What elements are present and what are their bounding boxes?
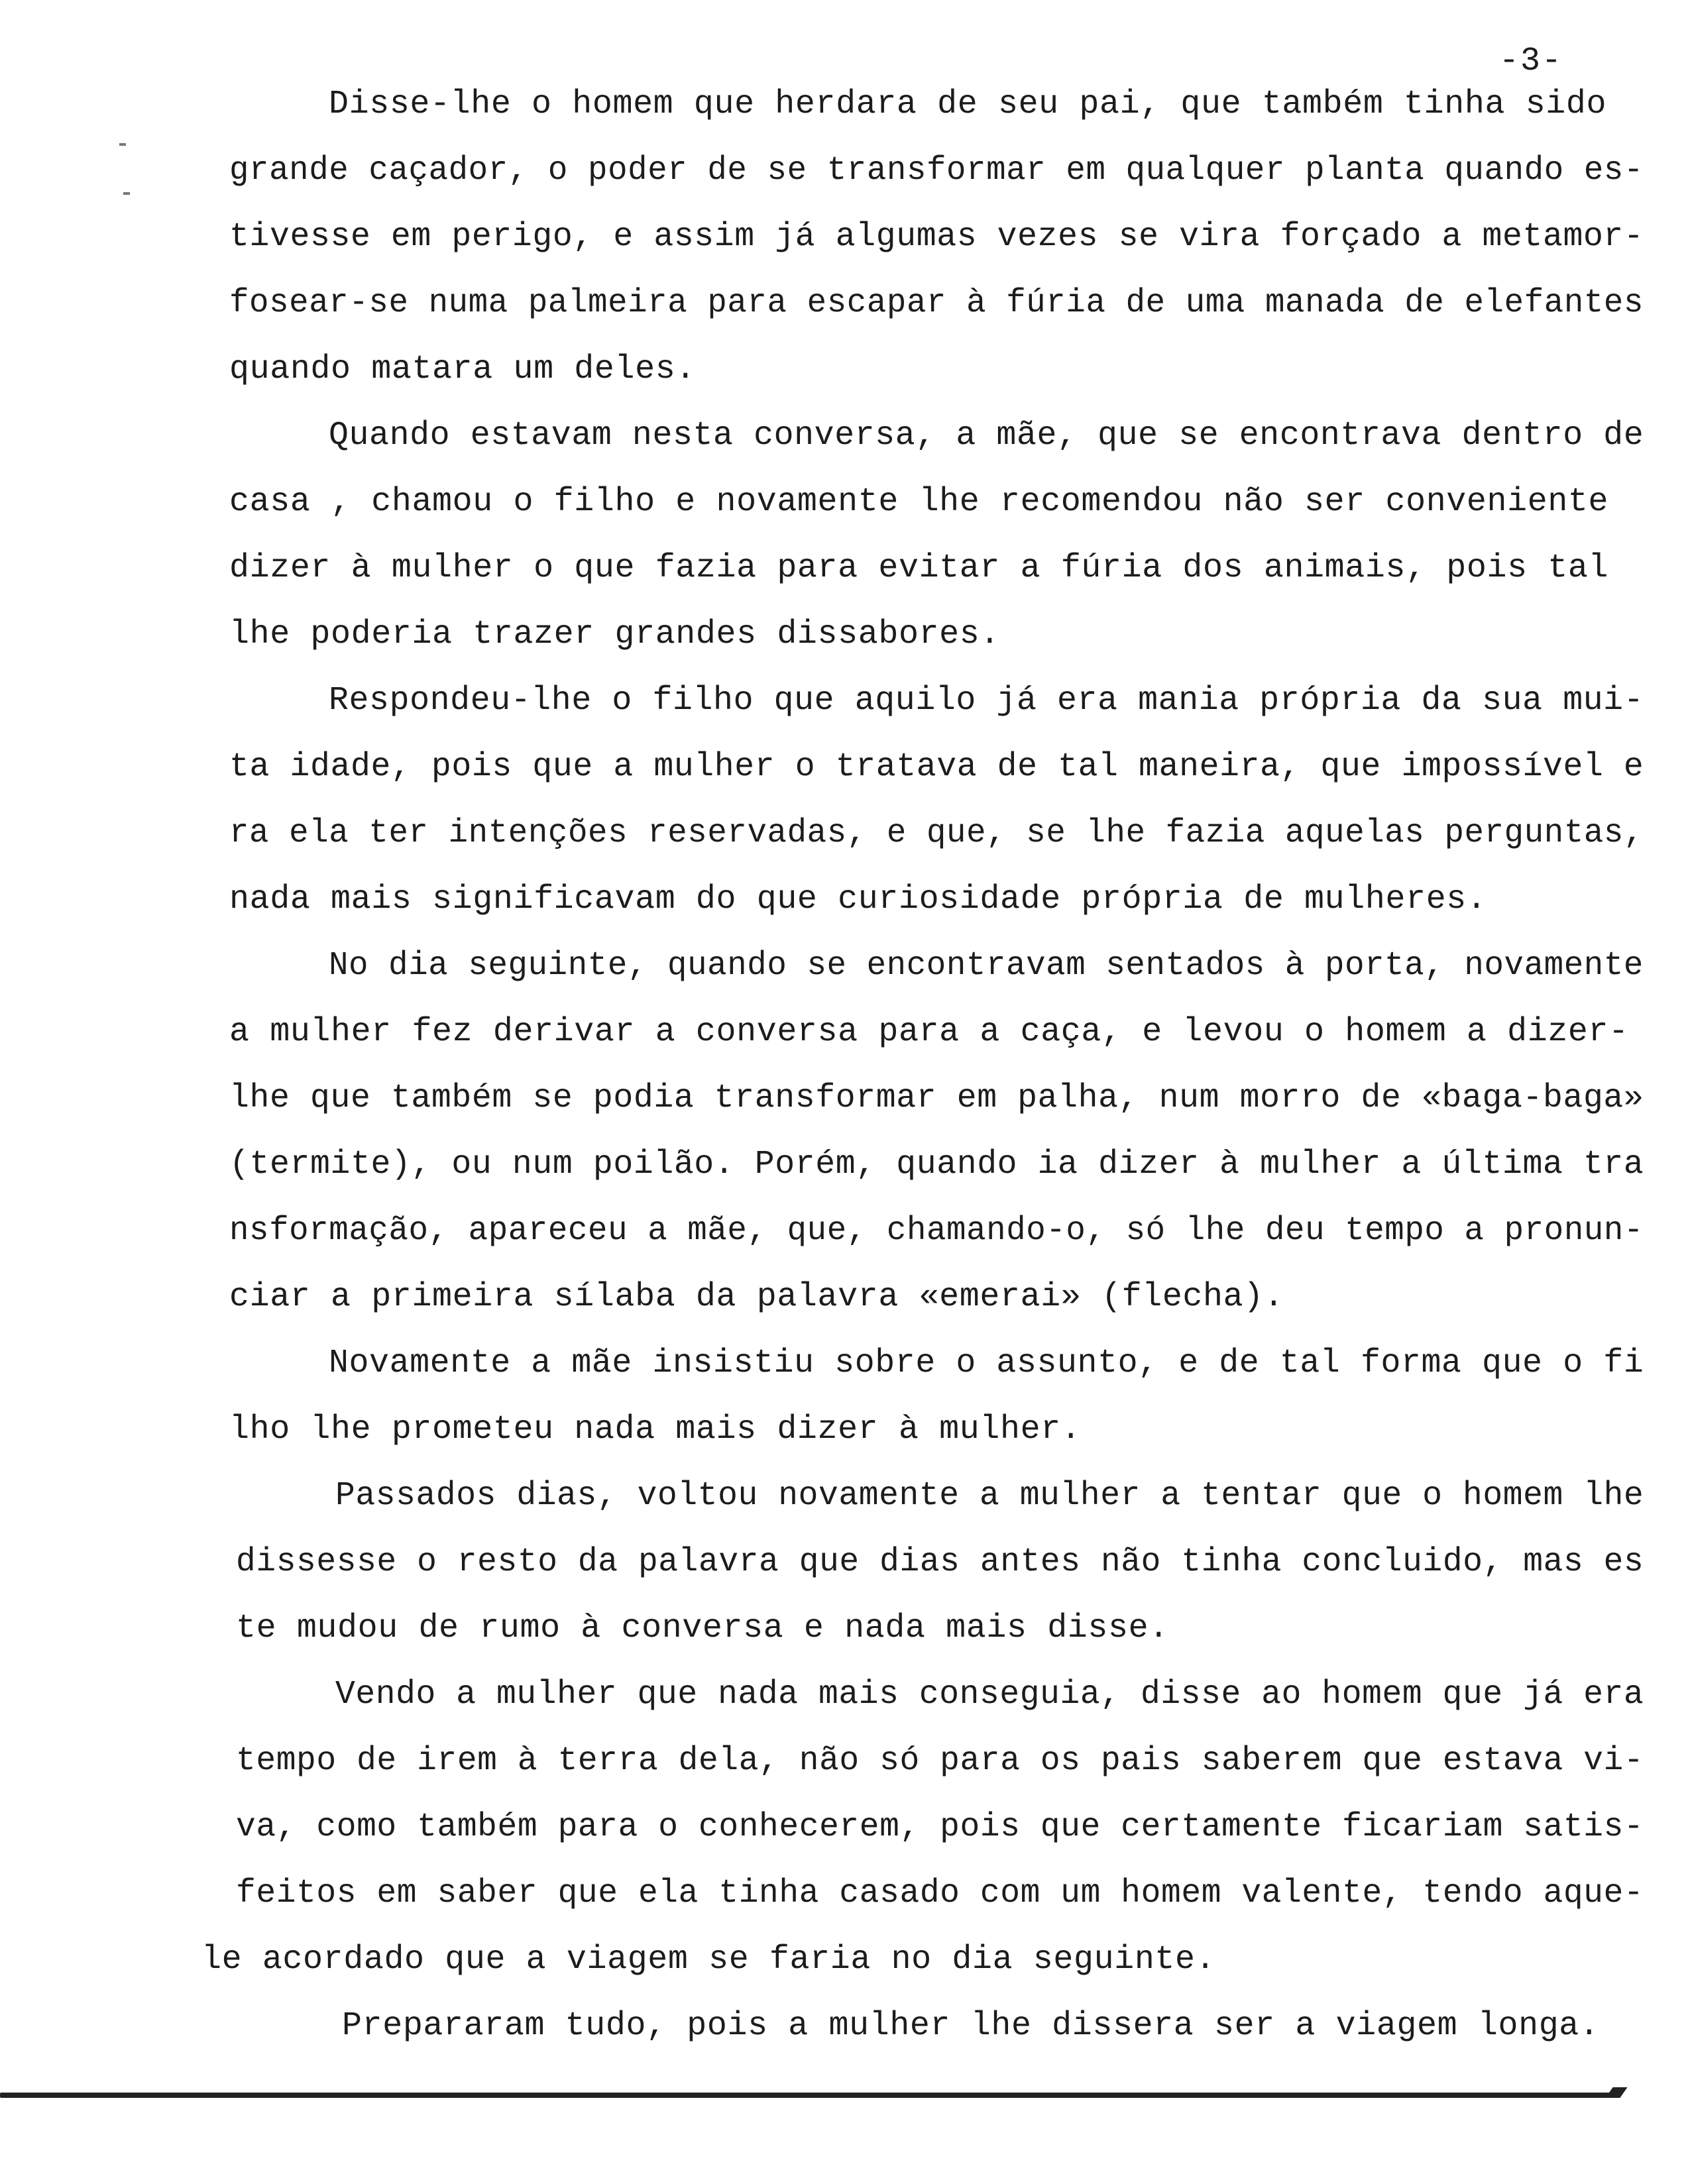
page-number: -3-: [1499, 42, 1563, 80]
text-line: grande caçador, o poder de se transformar em qualquer planta quando es-: [229, 152, 1644, 190]
text-line: va, como também para o conhecerem, pois que certamente ficariam satis-: [236, 1808, 1644, 1846]
text-line: fosear-se numa palmeira para escapar à fúria de uma manada de elefantes: [229, 284, 1644, 322]
margin-mark: [123, 192, 130, 195]
text-line: lho lhe prometeu nada mais dizer à mulher.: [229, 1411, 1082, 1448]
margin-mark: [119, 143, 126, 146]
text-line: Disse-lhe o homem que herdara de seu pai, que também tinha sido: [329, 85, 1607, 123]
text-line: lhe poderia trazer grandes dissabores.: [229, 616, 1000, 653]
text-line: quando matara um deles.: [229, 351, 696, 388]
text-line: Novamente a mãe insistiu sobre o assunto, e de tal forma que o fi: [329, 1344, 1644, 1382]
text-line: Prepararam tudo, pois a mulher lhe dissera ser a viagem longa.: [342, 2007, 1600, 2045]
text-line: ra ela ter intenções reservadas, e que, se lhe fazia aquelas perguntas,: [229, 814, 1644, 852]
text-line: No dia seguinte, quando se encontravam sentados à porta, novamente: [329, 947, 1644, 985]
text-line: feitos em saber que ela tinha casado com um homem valente, tendo aque-: [236, 1875, 1644, 1912]
text-line: Quando estavam nesta conversa, a mãe, que se encontrava dentro de: [329, 417, 1644, 455]
text-line: ciar a primeira sílaba da palavra «emerai» (flecha).: [229, 1278, 1284, 1316]
text-line: te mudou de rumo à conversa e nada mais disse.: [236, 1610, 1169, 1647]
text-line: dizer à mulher o que fazia para evitar a fúria dos animais, pois tal: [229, 549, 1609, 587]
text-line: casa , chamou o filho e novamente lhe recomendou não ser conveniente: [229, 483, 1609, 521]
text-line: dissesse o resto da palavra que dias antes não tinha concluido, mas es: [236, 1543, 1644, 1581]
text-line: nada mais significavam do que curiosidade própria de mulheres.: [229, 881, 1487, 918]
text-line: Passados dias, voltou novamente a mulher a tentar que o homem lhe: [335, 1477, 1644, 1515]
text-line: Respondeu-lhe o filho que aquilo já era mania própria da sua mui-: [329, 682, 1644, 720]
text-line: tempo de irem à terra dela, não só para os pais saberem que estava vi-: [236, 1742, 1644, 1780]
rule-end-mark: [1605, 2087, 1627, 2098]
text-line: (termite), ou num poilão. Porém, quando ia dizer à mulher a última tra: [229, 1146, 1644, 1183]
text-line: ta idade, pois que a mulher o tratava de tal maneira, que impossível e: [229, 748, 1644, 786]
text-line: nsformação, apareceu a mãe, que, chamando-o, só lhe deu tempo a pronun-: [229, 1212, 1644, 1250]
text-line: tivesse em perigo, e assim já algumas vezes se vira forçado a metamor-: [229, 218, 1644, 256]
text-line: lhe que também se podia transformar em palha, num morro de «baga-baga»: [229, 1079, 1644, 1117]
text-line: a mulher fez derivar a conversa para a caça, e levou o homem a dizer-: [229, 1013, 1629, 1051]
text-line: Vendo a mulher que nada mais conseguia, disse ao homem que já era: [335, 1676, 1644, 1714]
text-line: le acordado que a viagem se faria no dia seguinte.: [201, 1941, 1216, 1979]
bottom-rule: [0, 2093, 1617, 2098]
